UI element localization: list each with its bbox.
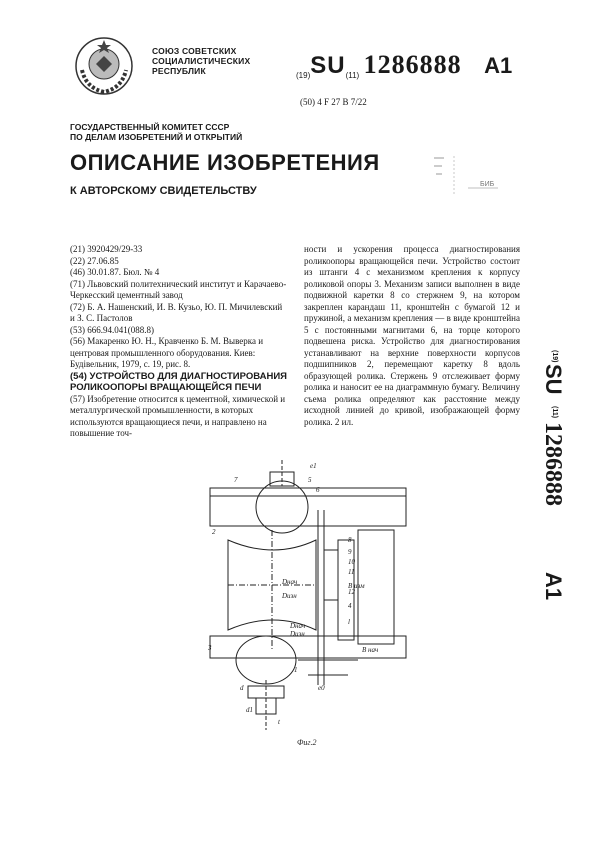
side-publication-number: (19) SU (11) 1286888 A1 (540, 350, 566, 601)
figure-label: 1 (294, 666, 298, 674)
figure-label: t (278, 718, 280, 726)
committee-name: ГОСУДАРСТВЕННЫЙ КОМИТЕТ СССР ПО ДЕЛАМ ИЗОБРЕТЕНИЙ И ОТКРЫТИЙ (70, 122, 243, 142)
stamp-text: БИБ (480, 181, 495, 188)
ussr-emblem-icon (72, 34, 136, 98)
figure-label: 4 (348, 602, 352, 610)
organization-name: СОЮЗ СОВЕТСКИХ СОЦИАЛИСТИЧЕСКИХ РЕСПУБЛИК (152, 46, 251, 76)
biblio-line: (22) 27.06.85 (70, 255, 119, 266)
biblio-line: (21) 3920429/29-33 (70, 244, 143, 254)
figure-label: 5 (308, 476, 312, 484)
figure-label: d1 (246, 706, 253, 714)
figure-label: 12 (348, 588, 355, 596)
figure-label: B нач (362, 646, 379, 654)
figure-label: e0 (318, 684, 325, 692)
ipc-classification: (50) 4 F 27 B 7/22 (300, 97, 367, 107)
document-subtitle: К АВТОРСКОМУ СВИДЕТЕЛЬСТВУ (70, 185, 257, 197)
library-stamp-icon (428, 152, 508, 200)
biblio-line: (72) Б. А. Нашенский, И. В. Кузьо, Ю. П. Мичилевский и З. С. Пастолов (70, 301, 283, 323)
figure-label: l (348, 618, 350, 626)
figure-label: 11 (348, 568, 355, 576)
abstract-text: ности и ускорения процесса диагностирования роликоопоры вращающейся печи. Устройство состоит из штанги 4 с механизмом крепления к корпусу роликовой опоры 3. Механизм записи выполнен в виде подвижной каретки 8 со стержнем 9, на котором закреплен карандаш 11, кронштейн с бумагой 12 и пружиной, а механизм крепления — в виде кронштейна 5 с постоянными магнитами 6, на торце которого подвешена риска. Устройство для диагностирования устанавливают на верхние поверхности корпусов подшипников 2, перемещают каретку 8 вдоль образующей ролика. Стержень 9 отслеживает форму ролика и наносит ее на диаграммную бумагу. Величину съема ролика определяют как расстояние между исходной линией до кривой, изображающей форму ролика. 2 ил. (304, 244, 520, 427)
document-title: ОПИСАНИЕ ИЗОБРЕТЕНИЯ (70, 150, 380, 175)
figure-label: Dнач (290, 622, 306, 630)
biblio-line: (54) УСТРОЙСТВО ДЛЯ ДИАГНОСТИРОВАНИЯ РОЛИКООПОРЫ ВРАЩАЮЩЕЙСЯ ПЕЧИ (70, 370, 287, 393)
figure-label: Dнач (282, 578, 298, 586)
biblio-line: (46) 30.01.87. Бюл. № 4 (70, 267, 160, 277)
figure-label: Dизн (282, 592, 297, 600)
figure-label: 6 (316, 486, 320, 494)
figure-label: 2 (212, 528, 216, 536)
figure-caption: Фиг.2 (297, 738, 317, 747)
figure-label: e1 (310, 462, 317, 470)
figure-label: 10 (348, 558, 355, 566)
figure-label: B изм (348, 582, 365, 590)
biblio-line: (71) Львовский политехнический институт и Карачаево-Черкесский цементный завод (70, 278, 287, 300)
figure-label: 3 (208, 644, 212, 652)
publication-number: (19)SU(11) 1286888 A1 (296, 50, 513, 80)
biblio-line: (56) Макаренко Ю. Н., Кравченко Б. М. Выверка и центровая промышленного оборудования. Киев: Будівельник, 1979, с. 19, рис. 8. (70, 336, 264, 369)
bibliographic-data (70, 244, 288, 440)
figure-label: 7 (234, 476, 238, 484)
figure-label: 8 (348, 536, 352, 544)
biblio-line: (53) 666.94.041(088.8) (70, 324, 154, 335)
biblio-line: (57) Изобретение относится к цементной, химической и металлургической промышленности, в которых используются вращающиеся печи, и направлено на повышение точ- (70, 393, 286, 438)
figure-label: Dизн (290, 630, 305, 638)
figure-label: d (240, 684, 244, 692)
technical-drawing (198, 450, 418, 740)
figure-label: 9 (348, 548, 352, 556)
